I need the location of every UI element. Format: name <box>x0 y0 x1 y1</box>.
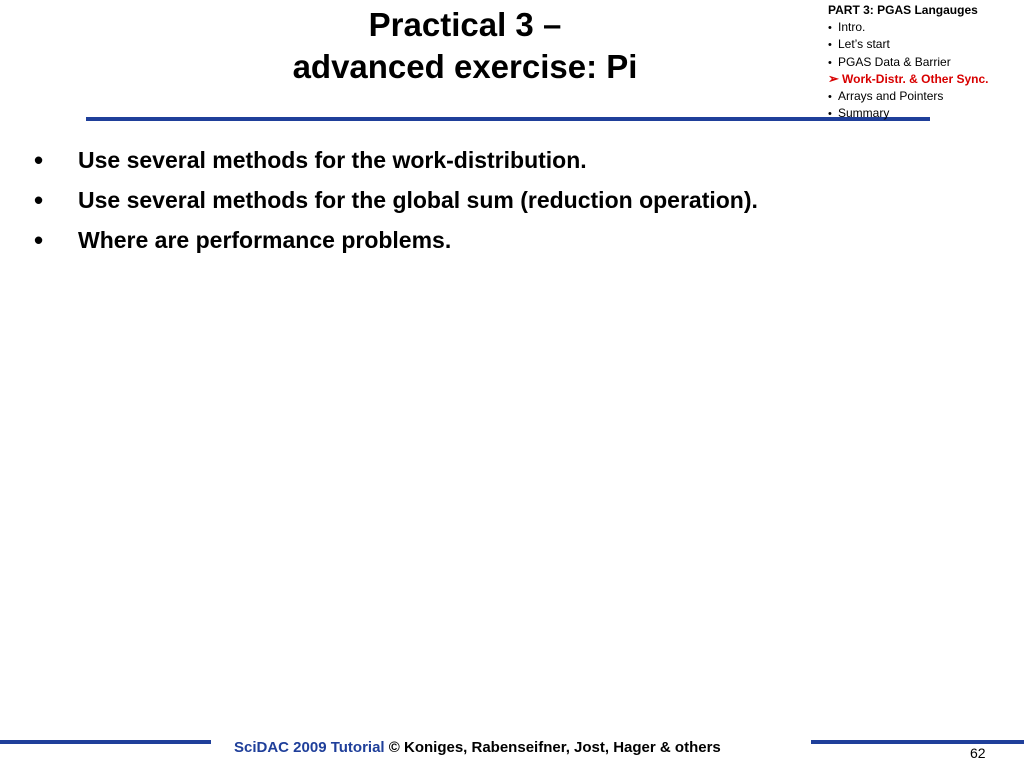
outline-heading: PART 3: PGAS Langauges <box>828 3 978 17</box>
slide-title-line-1: Practical 3 – <box>368 6 562 43</box>
outline-item-work-distribution-current <box>828 71 1024 88</box>
bullet-icon: • <box>34 145 44 175</box>
bullet-icon: • <box>828 39 832 51</box>
outline-item-arrays-pointers <box>828 88 1024 106</box>
outline-item-label: PGAS Data & Barrier <box>838 54 951 69</box>
footer-credits <box>234 739 721 756</box>
bullet-icon: • <box>828 90 832 103</box>
footer-divider-right <box>811 740 1024 744</box>
outline-item-lets-start <box>828 36 1024 54</box>
outline-item-label: Intro. <box>838 19 866 34</box>
outline-item-label: Summary <box>838 106 890 120</box>
outline-item-label: Arrays and Pointers <box>838 88 944 103</box>
bullet-icon: • <box>828 21 832 34</box>
outline-item-pgas-data-barrier <box>828 54 1024 72</box>
bullet-icon: • <box>828 108 832 120</box>
bullet-item-performance-problems <box>34 220 758 260</box>
outline-item-summary <box>828 105 1024 123</box>
arrow-right-icon: ➢ <box>828 71 839 86</box>
bullet-icon: • <box>828 56 832 69</box>
footer-divider-left <box>0 740 211 744</box>
footer-brand: SciDAC 2009 Tutorial <box>234 739 385 756</box>
bullet-icon: • <box>34 225 44 255</box>
slide-title-line-2: advanced exercise: Pi <box>292 48 638 85</box>
footer-authors: © Koniges, Rabenseifner, Jost, Hager & others <box>384 739 721 756</box>
bullet-text: Use several methods for the work-distribution. <box>78 147 587 173</box>
bullet-item-global-sum <box>34 180 758 220</box>
slide-title <box>150 4 780 88</box>
outline-item-label: Let’s start <box>838 37 890 51</box>
bullet-text: Where are performance problems. <box>78 227 452 253</box>
section-outline <box>828 2 1024 123</box>
bullet-text: Use several methods for the global sum (reduction operation). <box>78 187 758 213</box>
title-divider <box>86 117 930 121</box>
bullet-list <box>34 140 758 260</box>
bullet-icon: • <box>34 185 44 215</box>
outline-item-label: Work-Distr. & Other Sync. <box>842 72 989 86</box>
outline-item-intro <box>828 19 1024 37</box>
page-number: 62 <box>970 745 986 761</box>
bullet-item-work-distribution <box>34 140 758 180</box>
